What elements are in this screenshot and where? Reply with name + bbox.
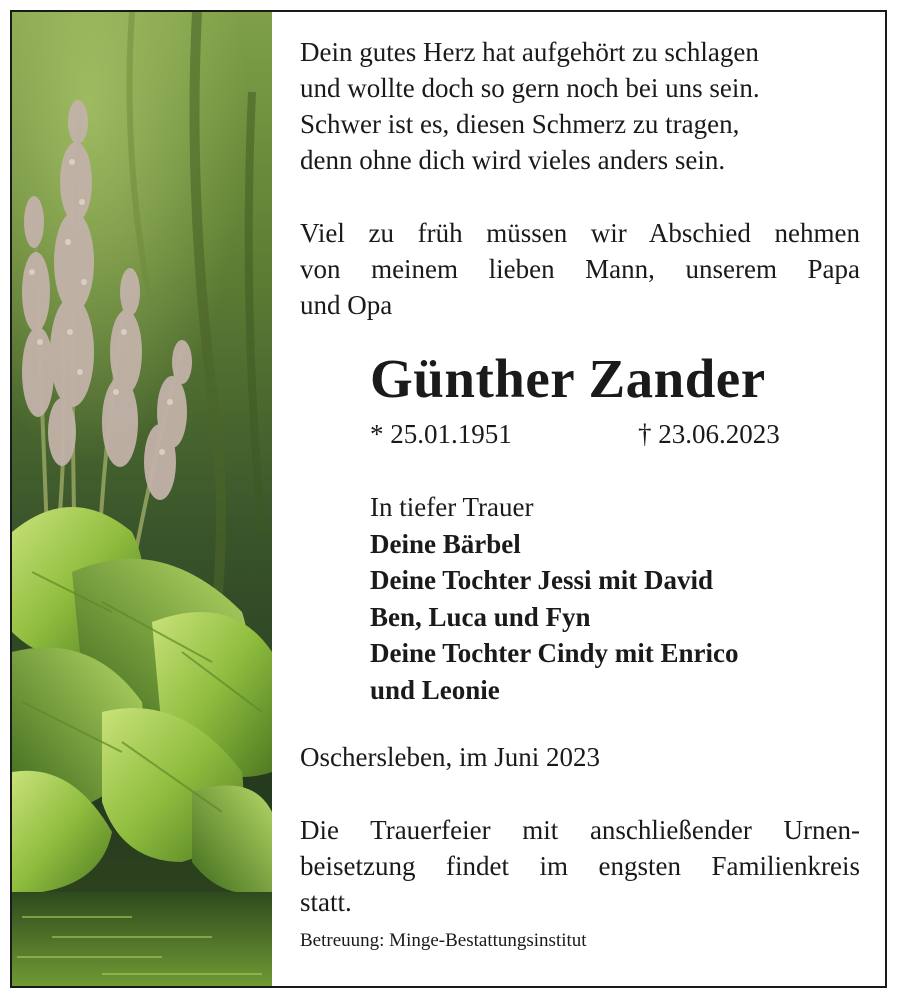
farewell-intro	[300, 215, 860, 323]
ceremony-note	[300, 812, 860, 920]
ceremony-line: beisetzung findet im engsten Familienkreis	[300, 851, 860, 881]
mourner-line: und Leonie	[370, 674, 500, 705]
intro-line: Viel zu früh müssen wir Abschied nehmen	[300, 218, 860, 248]
mourner-line: Deine Tochter Cindy mit Enrico	[370, 638, 739, 668]
ceremony-line: statt.	[300, 887, 352, 917]
deceased-name: Günther Zander	[370, 348, 766, 409]
poem-line: denn ohne dich wird vieles anders sein.	[300, 145, 726, 175]
butterbur-plant-photo	[12, 12, 272, 986]
intro-line: von meinem lieben Mann, unserem Papa	[300, 254, 860, 284]
poem-line: und wollte doch so gern noch bei uns sein.	[300, 73, 760, 103]
memorial-poem	[300, 34, 860, 178]
mourner-line: Ben, Luca und Fyn	[370, 601, 591, 632]
mourners-heading: In tiefer Trauer	[370, 492, 534, 522]
place-and-date: Oschersleben, im Juni 2023	[300, 742, 600, 772]
mourner-line: Deine Bärbel	[370, 528, 521, 559]
death-date: † 23.06.2023	[638, 419, 780, 449]
funeral-home-credit: Betreuung: Minge-Bestattungsinstitut	[300, 930, 587, 951]
intro-line: und Opa	[300, 290, 393, 320]
poem-line: Schwer ist es, diesen Schmerz zu tragen,	[300, 109, 740, 139]
obituary-notice	[10, 10, 887, 988]
mourners-list	[370, 489, 739, 708]
mourner-line: Deine Tochter Jessi mit David	[370, 565, 713, 595]
poem-line: Dein gutes Herz hat aufgehört zu schlagen	[300, 37, 759, 67]
ceremony-line: Die Trauerfeier mit anschließender Urnen-	[300, 815, 860, 845]
birth-date: * 25.01.1951	[370, 419, 512, 449]
